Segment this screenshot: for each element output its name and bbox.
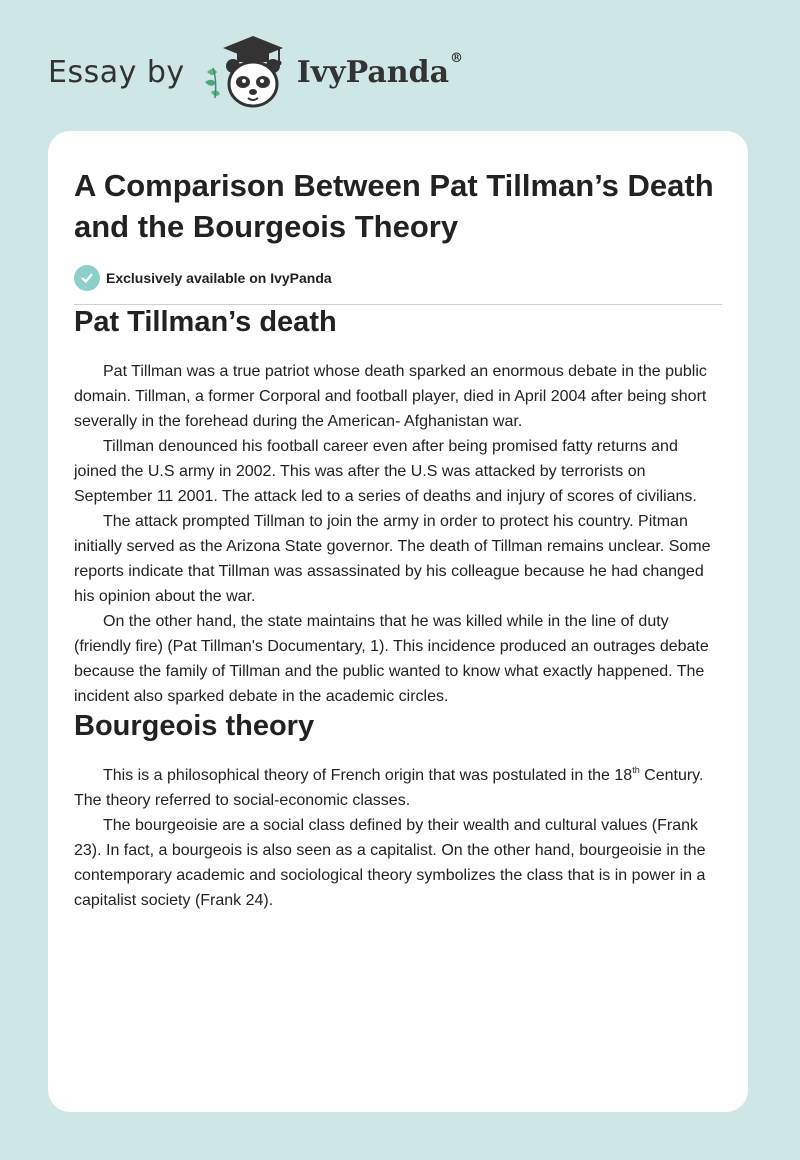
site-header <box>48 32 463 112</box>
superscript: th <box>632 764 640 775</box>
section-heading-tillman: Pat Tillman’s death <box>74 306 337 338</box>
brand-name[interactable]: IvyPanda® <box>296 50 464 90</box>
paragraph: Tillman denounced his football career even after being promised fatty returns and joined the U.S army in 2002. This was after the U.S was attacked by terrorists on September 11 2001. The attack led to a series of deaths and injury of scores of civilians. <box>74 438 697 505</box>
paragraph: The bourgeoisie are a social class defined by their wealth and cultural values (Frank 23). In fact, a bourgeois is also seen as a capitalist. On the other hand, bourgeoisie in the contemporary academic and sociological theory symbolizes the class that is in power in a capitalist society (Frank 24). <box>74 817 706 909</box>
paragraph: Pat Tillman was a true patriot whose death sparked an enormous debate in the public domain. Tillman, a former Corporal and football player, died in April 2004 after being short severally in the forehead during the American- Afghanistan war. <box>74 363 707 430</box>
paragraph: This is a philosophical theory of French origin that was postulated in the 18th Century. The theory referred to social-economic classes. <box>74 764 704 809</box>
article-card <box>48 131 748 1112</box>
badge-label: Exclusively available on IvyPanda <box>106 270 332 286</box>
section-heading-bourgeois: Bourgeois theory <box>74 710 315 742</box>
paragraph: On the other hand, the state maintains that he was killed while in the line of duty (friendly fire) (Pat Tillman's Documentary, 1). This incidence produced an outrages debate because the family of Tillman and the public wanted to know what exactly happened. The incident also sparked debate in the academic circles. <box>74 613 709 705</box>
registered-mark: ® <box>450 50 464 66</box>
brand-prefix: Essay by <box>48 54 185 90</box>
paragraph: The attack prompted Tillman to join the army in order to protect his country. Pitman initially served as the Arizona State governor. The death of Tillman remains unclear. Some reports indicate that Tillman was assassinated by his colleague because he had changed his opinion about the war. <box>74 513 711 605</box>
panda-graduate-logo-icon[interactable] <box>199 32 295 112</box>
exclusive-badge <box>74 265 722 291</box>
check-icon <box>74 265 100 291</box>
page-title: A Comparison Between Pat Tillman’s Death and the Bourgeois Theory <box>74 168 714 244</box>
ivy-leaf-icon <box>205 68 220 98</box>
